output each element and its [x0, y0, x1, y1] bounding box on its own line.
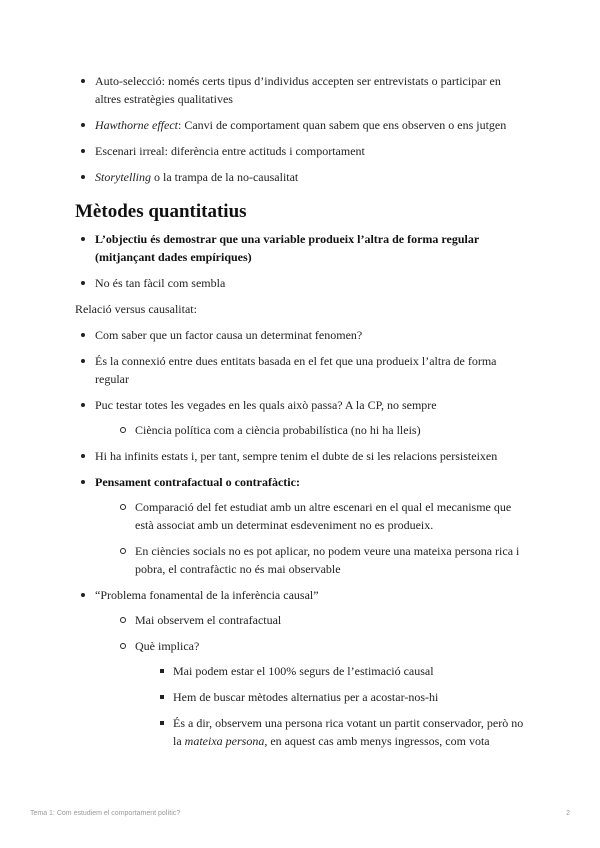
list-item: Escenari irreal: diferència entre actituds i comportament	[75, 142, 527, 160]
page-footer	[30, 810, 570, 817]
bullet-square-icon	[160, 721, 164, 725]
section-heading: Mètodes quantitatius	[75, 201, 247, 222]
list-item: És la connexió entre dues entitats basada en el fet que una produeix l’altra de forma regular	[75, 352, 527, 388]
storytelling-term: Storytelling	[95, 170, 151, 184]
bullet-circle-icon	[120, 504, 126, 510]
bullet-dot-icon	[81, 149, 85, 153]
bullet-dot-icon	[81, 281, 85, 285]
bullet-square-icon	[160, 695, 164, 699]
bullet-dot-icon	[81, 403, 85, 407]
page-number: 2	[566, 810, 570, 817]
bullet-dot-icon	[81, 237, 85, 241]
relacio-bullet-list	[75, 326, 527, 750]
sub-sub-list-item: És a dir, observem una persona rica votant un partit conservador, però no la mateixa persona, en aquest cas amb menys ingressos, com vota	[155, 714, 527, 750]
sub-sub-list-item: Mai podem estar el 100% segurs de l’estimació causal	[155, 662, 527, 680]
sub-list	[95, 421, 527, 439]
sub-list-item: Comparació del fet estudiat amb un altre escenari en el qual el mecanisme que està associat amb un determinat esdeveniment no es produeix.	[115, 498, 527, 534]
list-item: No és tan fàcil com sembla	[75, 274, 527, 292]
bullet-circle-icon	[120, 617, 126, 623]
sub-list-item: En ciències socials no es pot aplicar, no podem veure una mateixa persona rica i pobra, el contrafàctic no és mai observable	[115, 542, 527, 578]
list-item: Puc testar totes les vegades en les quals això passa? A la CP, no sempre Ciència política com a ciència probabilística (no hi ha lleis)	[75, 396, 527, 439]
relacio-label: Relació versus causalitat:	[75, 302, 197, 316]
bullet-dot-icon	[81, 593, 85, 597]
list-item: L’objectiu és demostrar que una variable produeix l’altra de forma regular (mitjançant dades empíriques)	[75, 230, 527, 266]
bullet-circle-icon	[120, 643, 126, 649]
sub-list-item: Ciència política com a ciència probabilística (no hi ha lleis)	[115, 421, 527, 439]
list-item: Com saber que un factor causa un determinat fenomen?	[75, 326, 527, 344]
bullet-square-icon	[160, 669, 164, 673]
list-item: Hi ha infinits estats i, per tant, sempre tenim el dubte de si les relacions persisteixen	[75, 447, 527, 465]
sub-sub-list	[135, 662, 527, 750]
footer-title: Tema 1: Com estudiem el comportament polític?	[30, 810, 181, 817]
hawthorne-term: Hawthorne effect	[95, 118, 178, 132]
top-bullet-list	[75, 72, 527, 186]
list-item: “Problema fonamental de la inferència causal” Mai observem el contrafactual Què implica? Mai podem estar el 100% segurs de l’estimació causal Hem de buscar mètodes alternatius per a acostar-nos-hi És a dir, observem una persona rica votant un partit conservador, però no la mateixa persona, en aquest cas amb menys ingressos, com vota	[75, 586, 527, 750]
bullet-dot-icon	[81, 480, 85, 484]
sub-list-item: Mai observem el contrafactual	[115, 611, 527, 629]
list-item: Storytelling o la trampa de la no-causalitat	[75, 168, 527, 186]
bullet-dot-icon	[81, 359, 85, 363]
list-item: Pensament contrafactual o contrafàctic: Comparació del fet estudiat amb un altre escenari en el qual el mecanisme que està associat amb un determinat esdeveniment no es produeix. En ciències socials no es pot aplicar, no podem veure una mateixa persona rica i pobra, el contrafàctic no és mai observable	[75, 473, 527, 578]
sub-sub-list-item: Hem de buscar mètodes alternatius per a acostar-nos-hi	[155, 688, 527, 706]
page-content	[75, 72, 527, 758]
bullet-dot-icon	[81, 333, 85, 337]
bullet-dot-icon	[81, 79, 85, 83]
sub-list-item: Què implica? Mai podem estar el 100% segurs de l’estimació causal Hem de buscar mètodes alternatius per a acostar-nos-hi És a dir, observem una persona rica votant un partit conservador, però no la mateixa persona, en aquest cas amb menys ingressos, com vota	[115, 637, 527, 750]
list-item: Hawthorne effect: Canvi de comportament quan sabem que ens observen o ens jutgen	[75, 116, 527, 134]
bullet-circle-icon	[120, 427, 126, 433]
sub-list	[95, 611, 527, 750]
bullet-dot-icon	[81, 175, 85, 179]
bullet-dot-icon	[81, 454, 85, 458]
bullet-circle-icon	[120, 548, 126, 554]
list-item: Auto-selecció: només certs tipus d’individus accepten ser entrevistats o participar en altres estratègies qualitatives	[75, 72, 527, 108]
bullet-dot-icon	[81, 123, 85, 127]
sub-list	[95, 498, 527, 578]
quantitative-bullet-list	[75, 230, 527, 292]
